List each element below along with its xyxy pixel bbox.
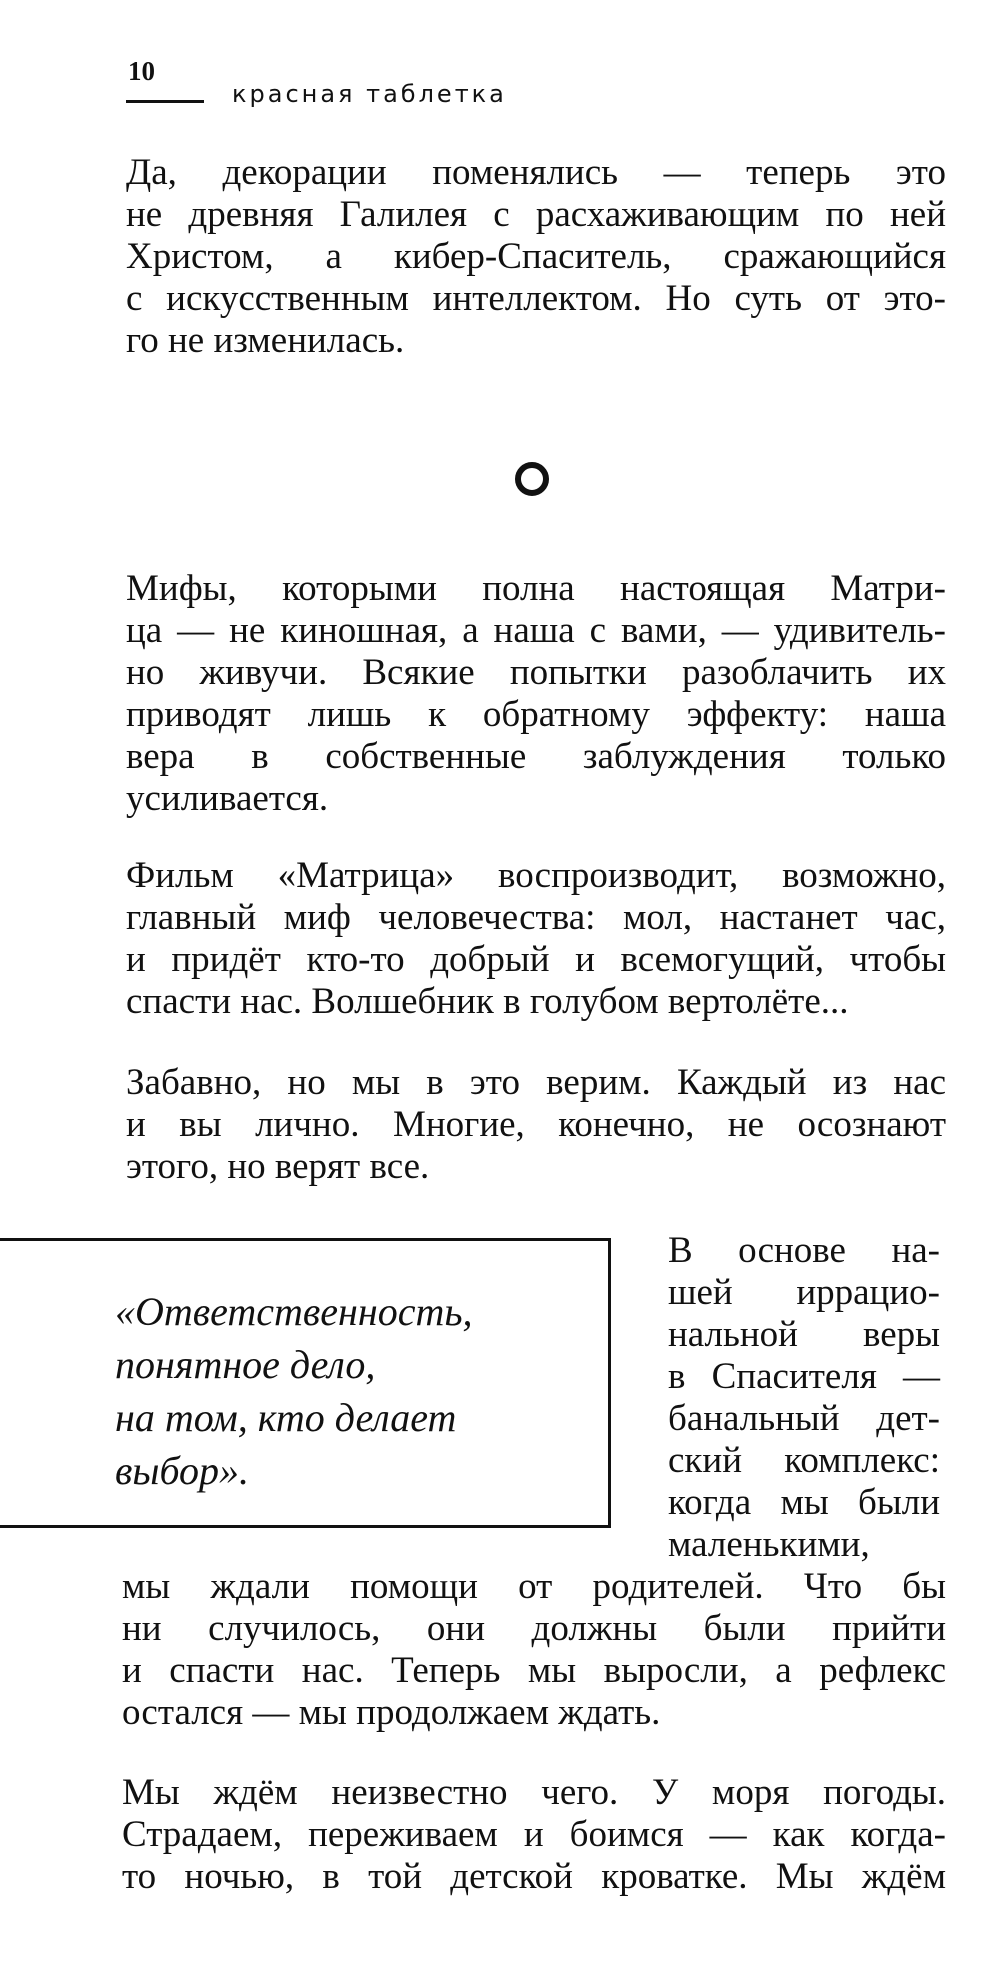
quote-line: «Ответственность, bbox=[115, 1289, 473, 1334]
text-line: приводят лишь к обратному эффекту: наша bbox=[126, 694, 946, 735]
text-line: ский комплекс: bbox=[668, 1440, 940, 1481]
text-line: Да, декорации поменялись — теперь это bbox=[126, 152, 946, 193]
text-line: то ночью, в той детской кроватке. Мы ждём bbox=[122, 1856, 946, 1897]
text-line: с искусственным интеллектом. Но суть от это- bbox=[126, 278, 946, 319]
header-rule bbox=[126, 100, 204, 103]
text-line: Фильм «Матрица» воспроизводит, возможно, bbox=[126, 855, 946, 896]
text-line: нальной веры bbox=[668, 1314, 940, 1355]
paragraph-3 bbox=[126, 855, 946, 1023]
text-line: в Спасителя — bbox=[668, 1356, 940, 1397]
quote-line: понятное дело, bbox=[115, 1342, 376, 1387]
text-line: не древняя Галилея с расхаживающим по ней bbox=[126, 194, 946, 235]
text-line: когда мы были bbox=[668, 1482, 940, 1523]
text-line: мы ждали помощи от родителей. Что бы bbox=[122, 1566, 946, 1607]
section-break-circle-icon bbox=[515, 462, 549, 496]
text-line: ни случилось, они должны были прийти bbox=[122, 1608, 946, 1649]
quote-line: выбор». bbox=[115, 1448, 250, 1493]
text-line: остался — мы продолжаем ждать. bbox=[122, 1692, 661, 1733]
text-line: В основе на- bbox=[668, 1230, 940, 1271]
text-line: усиливается. bbox=[126, 778, 329, 819]
text-line: го не изменилась. bbox=[126, 320, 405, 361]
text-line: главный миф человечества: мол, настанет час, bbox=[126, 897, 946, 938]
text-line: Христом, а кибер-Спаситель, сражающийся bbox=[126, 236, 946, 277]
text-line: вера в собственные заблуждения только bbox=[126, 736, 946, 777]
text-line: Мифы, которыми полна настоящая Матри- bbox=[126, 568, 946, 609]
running-title: красная таблетка bbox=[232, 80, 507, 108]
text-line: и вы лично. Многие, конечно, не осознают bbox=[126, 1104, 946, 1145]
text-line: Мы ждём неизвестно чего. У моря погоды. bbox=[122, 1772, 946, 1813]
text-line: но живучи. Всякие попытки разоблачить их bbox=[126, 652, 946, 693]
text-line: этого, но верят все. bbox=[126, 1146, 430, 1187]
text-line: Страдаем, переживаем и боимся — как когда- bbox=[122, 1814, 946, 1855]
text-line: маленькими, bbox=[668, 1524, 870, 1565]
paragraph-5-side-column bbox=[668, 1230, 940, 1566]
pull-quote bbox=[115, 1285, 575, 1497]
text-line: и придёт кто-то добрый и всемогущий, чтобы bbox=[126, 939, 946, 980]
text-line: шей иррацио- bbox=[668, 1272, 940, 1313]
text-line: банальный дет- bbox=[668, 1398, 940, 1439]
page-number: 10 bbox=[128, 56, 155, 86]
paragraph-2 bbox=[126, 568, 946, 820]
paragraph-4 bbox=[126, 1062, 946, 1188]
paragraph-6 bbox=[122, 1772, 946, 1898]
paragraph-5-continued bbox=[122, 1566, 946, 1734]
text-line: Забавно, но мы в это верим. Каждый из нас bbox=[126, 1062, 946, 1103]
text-line: и спасти нас. Теперь мы выросли, а рефлекс bbox=[122, 1650, 946, 1691]
paragraph-1 bbox=[126, 152, 946, 362]
quote-line: на том, кто делает bbox=[115, 1395, 457, 1440]
text-line: спасти нас. Волшебник в голубом вертолёте... bbox=[126, 981, 849, 1022]
text-line: ца — не киношная, а наша с вами, — удивитель- bbox=[126, 610, 946, 651]
